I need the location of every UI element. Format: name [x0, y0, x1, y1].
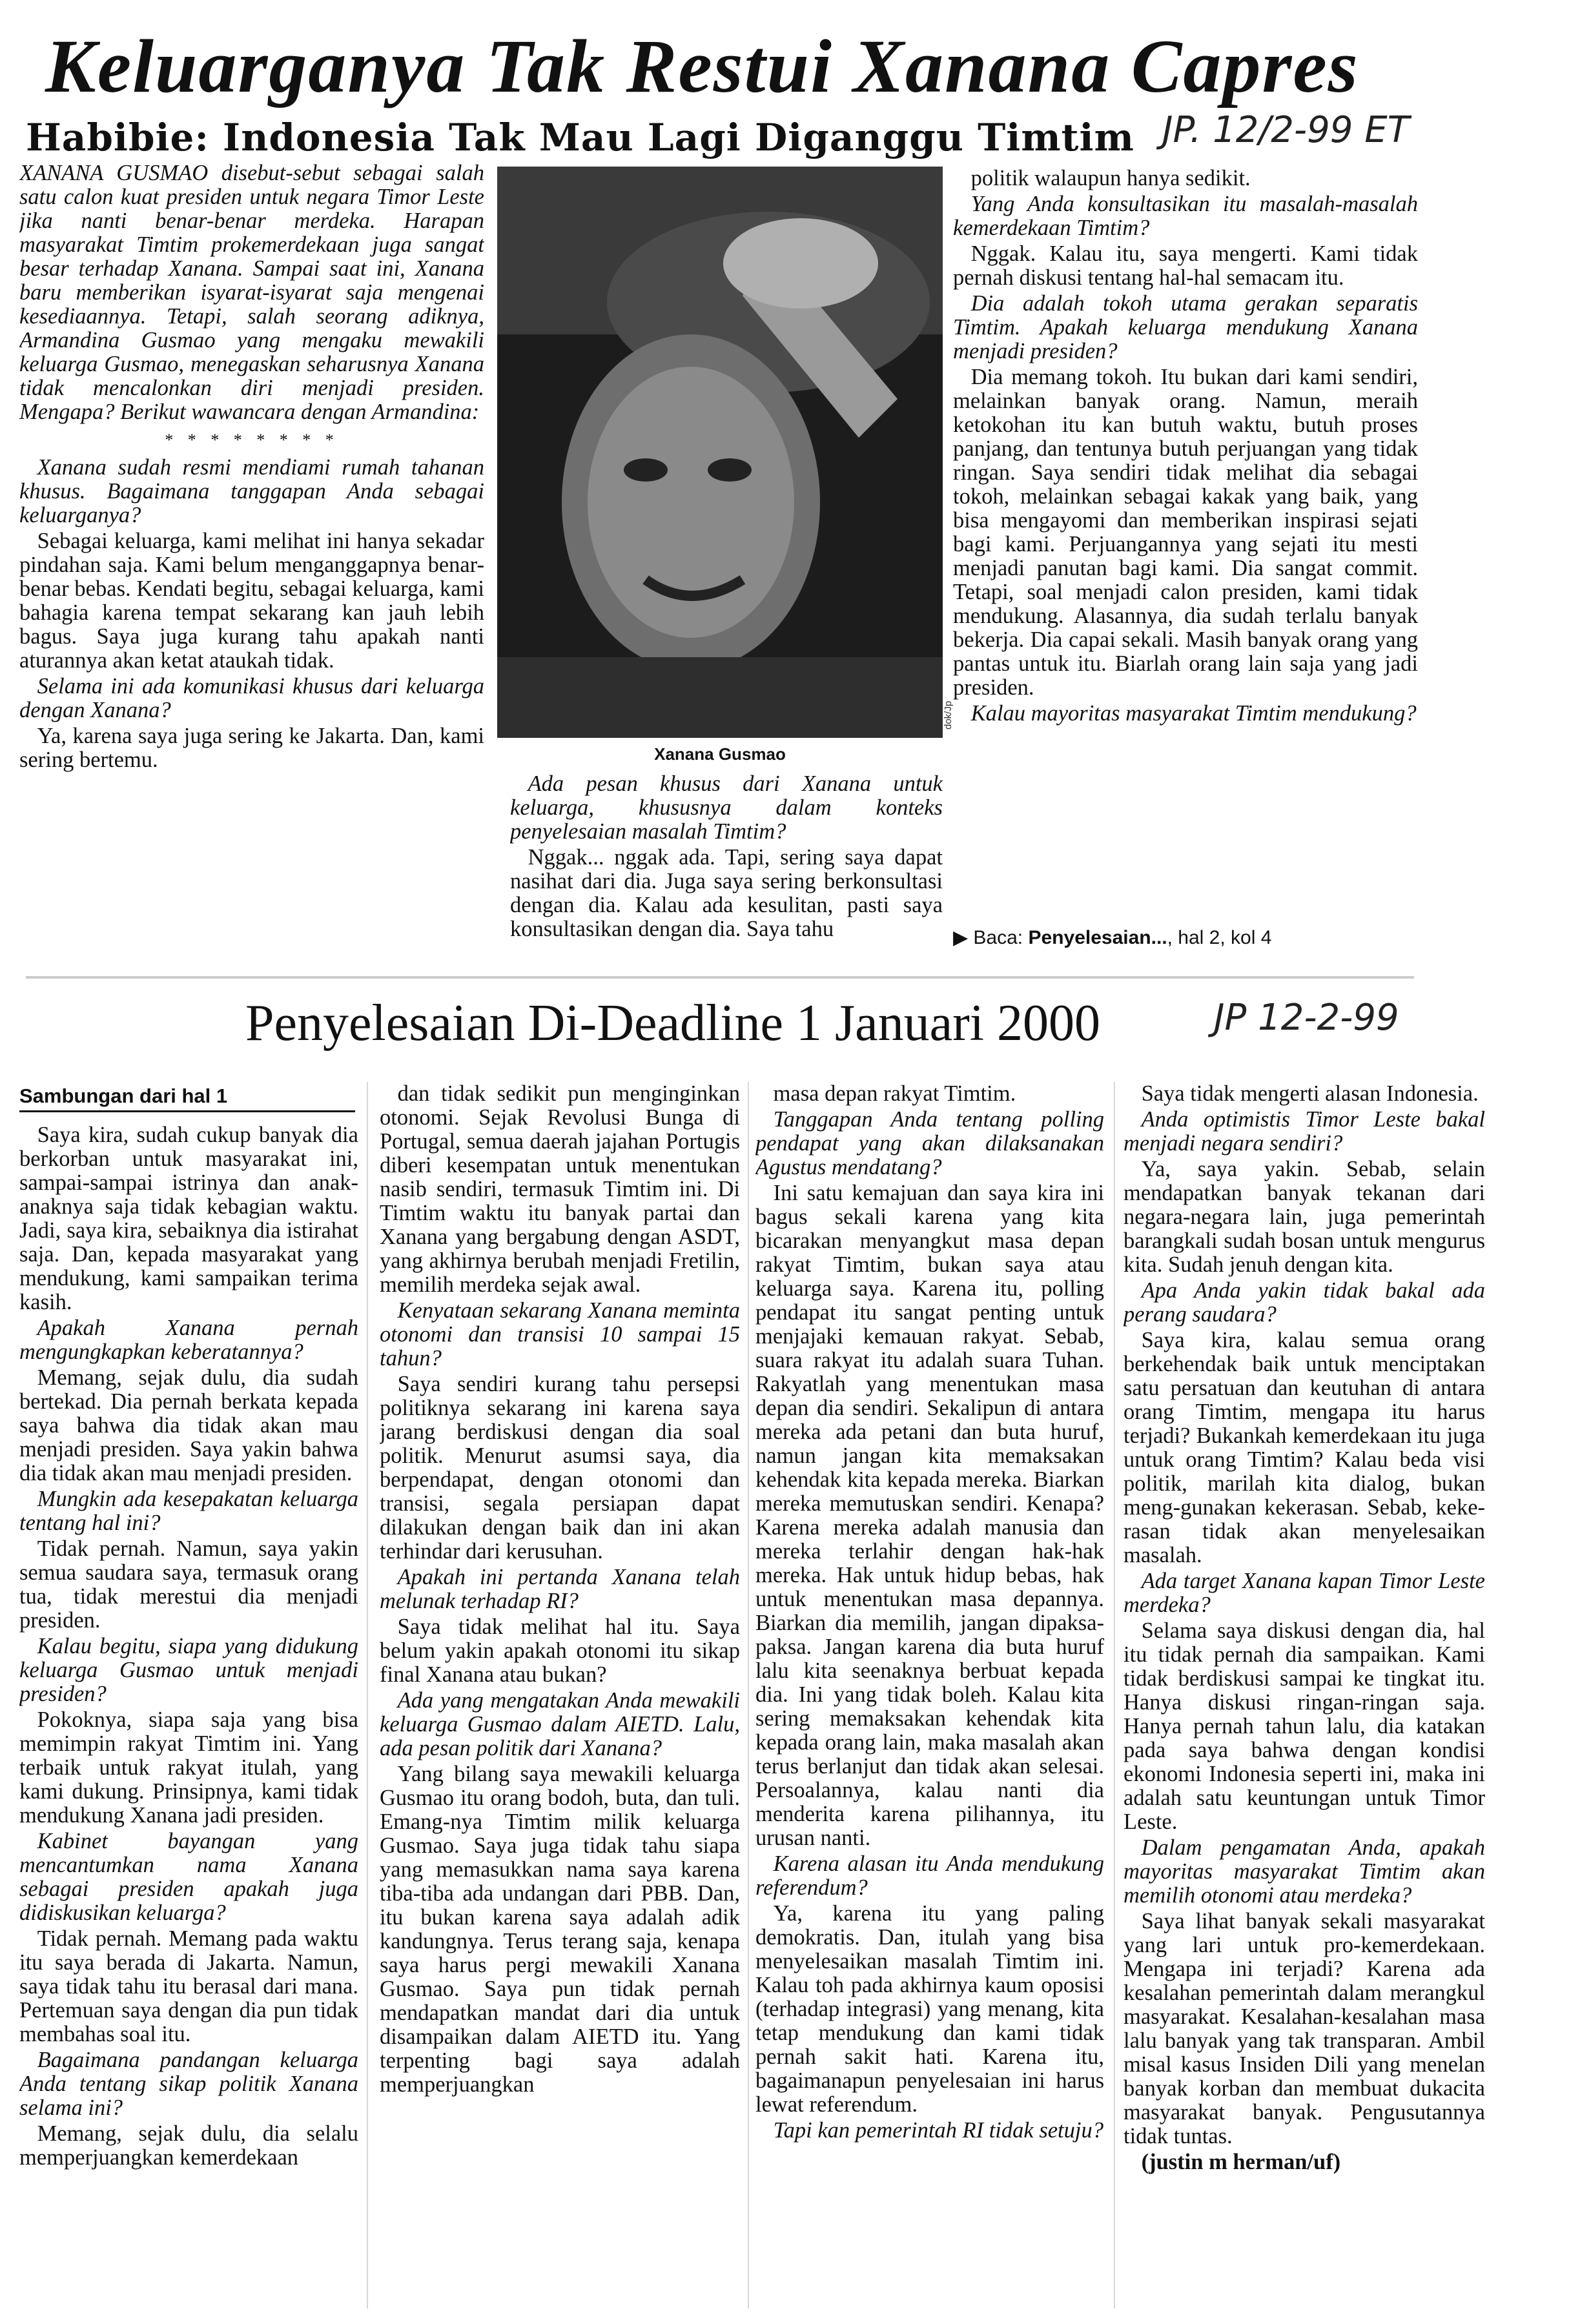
- see-also-link[interactable]: [953, 923, 1418, 953]
- article2-handwritten-note: JP 12-2-99: [1214, 997, 1399, 1039]
- answer-paragraph: Saya tidak melihat hal itu. Saya belum yakin apakah otonomi itu sikap final Xanana atau bukan?: [380, 1615, 740, 1687]
- answer-paragraph: Saya lihat banyak sekali masyarakat yang lari untuk pro-kemerdekaan. Mengapa ini terjadi? Karena ada kesalahan pemerintah dalam merangkul masyarakat. Kesalahan-kesalahan masa lalu banyak yang tak transparan. Ambil misal kasus Insiden Dili yang menelan banyak korban dan membuat dukacita masyarakat banyak. Pengusutannya tidak tuntas.: [1124, 1909, 1485, 2148]
- question-paragraph: Xanana sudah resmi mendiami rumah tahanan khusus. Bagaimana tanggapan Anda sebagai keluarganya?: [19, 455, 484, 527]
- see-also-label: Baca:: [973, 927, 1023, 948]
- question-paragraph: Anda optimistis Timor Leste bakal menjadi negara sendiri?: [1124, 1107, 1485, 1156]
- question-paragraph: Apa Anda yakin tidak bakal ada perang saudara?: [1124, 1278, 1485, 1327]
- answer-paragraph: Tidak pernah. Namun, saya yakin semua saudara saya, termasuk orang tua, tidak merestui dia menjadi presiden.: [19, 1536, 358, 1633]
- question-paragraph: Tanggapan Anda tentang polling pendapat yang akan dilaksanakan Agustus mendatang?: [755, 1107, 1104, 1179]
- portrait-image: [497, 167, 943, 738]
- see-also-title: Penyelesaian...: [1028, 927, 1167, 948]
- article1-column-2: [510, 772, 943, 966]
- answer-paragraph: Dia memang tokoh. Itu bukan dari kami sendiri, melainkan banyak orang. Namun, meraih ketokohan itu kan butuh waktu, butuh proses panjang, dan tentunya butuh perjuangan yang tidak ringan. Saya sendiri tidak melihat dia sebagai tokoh, melainkan sebagai kakak yang baik, yang bisa mengayomi dan memberikan inspirasi sejati bagi kami. Perjuangannya yang sejati itu mesti menjadi panutan bagi kami. Dia sangat commit. Tetapi, soal menjadi calon presiden, kami tidak mendukung. Alasannya, dia sudah terlalu banyak bekerja. Dia capai sekali. Masih banyak orang yang pantas untuk itu. Biarlah orang lain saja yang jadi presiden.: [953, 365, 1418, 700]
- see-also-ref: , hal 2, kol 4: [1167, 927, 1272, 948]
- continuation-label: Sambungan dari hal 1: [19, 1082, 355, 1112]
- question-paragraph: Karena alasan itu Anda mendukung referendum?: [755, 1851, 1104, 1900]
- xanana-photo: [497, 167, 943, 738]
- question-paragraph: Mungkin ada kesepakatan keluarga tentang hal ini?: [19, 1487, 358, 1535]
- answer-paragraph: Selama saya diskusi dengan dia, hal itu tidak pernah dia sampaikan. Kami tidak berdiskusi sampai ke tingkat itu. Hanya diskusi ringan-ringan saja. Hanya pernah tahun lalu, dia katakan pada saya bahwa dengan kondisi ekonomi Indonesia seperti ini, maka ini adalah satu keuntungan untuk Timor Leste.: [1124, 1618, 1485, 1834]
- answer-paragraph: Nggak... nggak ada. Tapi, sering saya dapat nasihat dari dia. Juga saya sering berkonsultasi dengan dia. Kalau ada kesulitan, pasti saya konsultasikan dengan dia. Saya tahu: [510, 845, 943, 941]
- article2-column-4: [1124, 1082, 1485, 2315]
- question-paragraph: Ada target Xanana kapan Timor Leste merdeka?: [1124, 1569, 1485, 1617]
- answer-paragraph: masa depan rakyat Timtim.: [773, 1082, 1016, 1106]
- answer-paragraph: Saya sendiri kurang tahu persepsi politiknya sekarang ini karena saya jarang berdiskusi dengan dia soal politik. Menurut asumsi saya, dia berpendapat, dengan otonomi dan transisi, segala persiapan dapat dilakukan dengan baik dan ini akan terhindar dari kerusuhan.: [380, 1372, 740, 1564]
- arrow-right-icon: ▶: [953, 927, 969, 948]
- photo-credit: dok/Jp: [943, 700, 954, 729]
- answer-paragraph: Pokoknya, siapa saja yang bisa memimpin rakyat Timtim ini. Yang terbaik untuk rakyat itulah, yang kami dukung. Prinsipnya, kami tidak mendukung Xanana jadi presiden.: [19, 1707, 358, 1828]
- question-paragraph: Bagaimana pandangan keluarga Anda tentang sikap politik Xanana selama ini?: [19, 2048, 358, 2120]
- column-divider: [748, 1082, 749, 2309]
- answer-paragraph: Saya kira, sudah cukup banyak dia berkorban untuk masyarakat ini, sampai-sampai istrinya dan anak-anaknya saja tidak kebagian waktu. Jadi, saya kira, sebaiknya dia istirahat saja. Dan, kepada masyarakat yang mendukung, kami sampaikan terima kasih.: [19, 1123, 358, 1314]
- question-paragraph: Apakah ini pertanda Xanana telah melunak terhadap RI?: [380, 1565, 740, 1613]
- answer-paragraph: dan tidak sedikit pun menginginkan otonomi. Sejak Revolusi Bunga di Portugal, semua daerah jajahan Portugis diberi kesempatan untuk menentukan nasib sendiri, termasuk Timtim ini. Di Timtim waktu itu banyak partai dan Xanana yang bergabung dengan ASDT, yang akhirnya berubah menjadi Fretilin, memilih merdeka sejak awal.: [380, 1082, 740, 1297]
- question-paragraph: Kenyataan sekarang Xanana meminta otonomi dan transisi 10 sampai 15 tahun?: [380, 1298, 740, 1371]
- article2-column-2: [380, 1082, 740, 2315]
- article2-headline: Penyelesaian Di-Deadline 1 Januari 2000: [245, 995, 1101, 1052]
- question-paragraph: Selama ini ada komunikasi khusus dari keluarga dengan Xanana?: [19, 674, 484, 722]
- section-divider: [26, 976, 1414, 979]
- answer-paragraph: Nggak. Kalau itu, saya mengerti. Kami tidak pernah diskusi tentang hal-hal semacam itu.: [953, 241, 1418, 290]
- answer-paragraph: Tidak pernah. Memang pada waktu itu saya berada di Jakarta. Namun, saya tidak tahu itu berasal dari mana. Pertemuan saya dengan dia pun tidak membahas soal itu.: [19, 1926, 358, 2046]
- answer-paragraph: Ya, saya yakin. Sebab, selain mendapatkan banyak tekanan dari negara-negara lain, juga pemerintah barangkali sudah bosan untuk mengurus kita. Sudah jenuh dengan kita.: [1124, 1157, 1485, 1277]
- question-paragraph: Apakah Xanana pernah mengungkapkan keberatannya?: [19, 1316, 358, 1364]
- answer-paragraph: Ya, karena itu yang paling demokratis. Dan, itulah yang bisa menyelesaikan masalah Timtim ini. Kalau toh pada akhirnya kaum oposisi (terhadap integrasi) yang menang, kita tetap mendukung dan kami tidak pernah sakit hati. Karena itu, bagaimanapun penyelesaian ini harus lewat referendum.: [755, 1901, 1104, 2117]
- question-paragraph: Tapi kan pemerintah RI tidak setuju?: [773, 2118, 1103, 2143]
- question-paragraph: Yang Anda konsultasikan itu masalah-masalah kemerdekaan Timtim?: [953, 192, 1418, 240]
- question-paragraph: Ada yang mengatakan Anda mewakili keluarga Gusmao dalam AIETD. Lalu, ada pesan politik dari Xanana?: [380, 1688, 740, 1760]
- question-paragraph: Kalau mayoritas masyarakat Timtim mendukung?: [970, 701, 1417, 726]
- column-divider: [1114, 1082, 1115, 2309]
- question-paragraph: Ada pesan khusus dari Xanana untuk keluarga, khususnya dalam konteks penyelesaian masalah Timtim?: [510, 772, 943, 844]
- answer-paragraph: politik walaupun hanya sedikit.: [970, 167, 1251, 190]
- question-paragraph: Kabinet bayangan yang mencantumkan nama Xanana sebagai presiden apakah juga didiskusikan keluarga?: [19, 1829, 358, 1925]
- answer-paragraph: Saya kira, kalau semua orang berkehendak baik untuk menciptakan satu persatuan dan keutuhan di antara orang Timtim, mengapa itu harus terjadi? Bukankah kemerdekaan itu juga untuk orang Timtim? Kalau beda visi politik, marilah kita dialog, bukan meng-gunakan kekerasan. Sebab, keke-rasan tidak akan menyelesaikan masalah.: [1124, 1328, 1485, 1567]
- answer-paragraph: Memang, sejak dulu, dia selalu memperjuangkan kemerdekaan: [19, 2121, 358, 2170]
- question-paragraph: XANANA GUSMAO disebut-sebut sebagai salah satu calon kuat presiden untuk negara Timor Leste jika nanti benar-benar merdeka. Harapan masyarakat Timtim prokemerdekaan juga sangat besar terhadap Xanana. Sampai saat ini, Xanana baru memberikan isyarat-isyarat saja mengenai kesediaannya. Tetapi, salah seorang adiknya, Armandina Gusmao yang mengaku mewakili keluarga Gusmao, menegaskan seharusnya Xanana tidak mencalonkan diri menjadi presiden. Mengapa? Berikut wawancara dengan Armandina:: [19, 161, 484, 424]
- answer-paragraph: Memang, sejak dulu, dia sudah bertekad. Dia pernah berkata kepada saya bahwa dia tidak akan mau menjadi presiden. Saya yakin bahwa dia tidak akan mau menjadi presiden.: [19, 1365, 358, 1485]
- column-divider: [367, 1082, 368, 2309]
- article2-column-1: [19, 1123, 358, 2311]
- question-paragraph: Dalam pengamatan Anda, apakah mayoritas masyarakat Timtim akan memilih otonomi atau merdeka?: [1124, 1835, 1485, 1908]
- answer-paragraph: Sebagai keluarga, kami melihat ini hanya sekadar pindahan saja. Kami belum menganggapnya benar-benar bebas. Kendati begitu, sebagai keluarga, kami bahagia karena tempat sekarang kan jauh lebih bagus. Saya juga kurang tahu apakah nanti aturannya akan ketat ataukah tidak.: [19, 529, 484, 673]
- article1-column-1: [19, 161, 484, 968]
- handwritten-date-note: JP. 12/2-99 ET: [1162, 109, 1410, 151]
- section-separator: * * * * * * * *: [165, 431, 339, 449]
- answer-paragraph: Ini satu kemajuan dan saya kira ini bagus sekali karena yang kita bicarakan menyangkut masa depan rakyat Timtim, bukan saya atau keluarga saya. Karena itu, polling pendapat itu sangat penting untuk menjajaki kemauan rakyat. Sebab, suara rakyat itu adalah suara Tuhan. Rakyatlah yang menentukan masa depan dia sendiri. Sekalipun di antara mereka ada petani dan buta huruf, namun jangan kita memaksakan kehendak kita kepada mereka. Biarkan mereka memutuskan sendiri. Kenapa? Karena mereka adalah manusia dan mereka terlahir dengan hak-hak mereka. Hak untuk hidup bebas, hak untuk menentukan masa depannya. Biarkan dia memilih, jangan dipaksa-paksa. Jangan karena dia buta huruf lalu kita seenaknya berbuat kepada dia. Ini yang tidak boleh. Kalau kita sering memaksakan kehendak kita kepada orang lain, maka masalah akan terus berlanjut dan tidak akan selesai. Persoalannya, kalau nanti dia menderita karena pilihannya, itu urusan nanti.: [755, 1181, 1104, 1850]
- article1-column-3: [953, 167, 1418, 919]
- answer-paragraph: Yang bilang saya mewakili keluarga Gusmao itu orang bodoh, buta, dan tuli. Emang-nya Timtim milik keluarga Gusmao. Saya juga tidak tahu siapa yang memasukkan nama saya karena tiba-tiba ada undangan dari PBB. Dan, itu bukan karena saya adalah adik kandungnya. Terus terang saja, kenapa saya harus pergi mewakili Xanana Gusmao. Saya pun tidak pernah mendapatkan mandat dari dia untuk disampaikan dalam AIETD itu. Yang terpenting bagi saya adalah memperjuangkan: [380, 1762, 740, 2097]
- article2-column-3: [755, 1082, 1104, 2315]
- photo-caption: Xanana Gusmao: [654, 744, 786, 764]
- article-subheadline: Habibie: Indonesia Tak Mau Lagi Diganggu Timtim: [26, 116, 1134, 159]
- answer-paragraph: Ya, karena saya juga sering ke Jakarta. Dan, kami sering bertemu.: [19, 724, 484, 772]
- question-paragraph: Dia adalah tokoh utama gerakan separatis Timtim. Apakah keluarga mendukung Xanana menjadi presiden?: [953, 291, 1418, 363]
- question-paragraph: Kalau begitu, siapa yang didukung keluarga Gusmao untuk menjadi presiden?: [19, 1634, 358, 1706]
- answer-paragraph: (justin m herman/uf): [1141, 2150, 1341, 2174]
- answer-paragraph: Saya tidak mengerti alasan Indonesia.: [1141, 1082, 1479, 1106]
- article-headline: Keluarganya Tak Restui Xanana Capres: [45, 24, 1359, 108]
